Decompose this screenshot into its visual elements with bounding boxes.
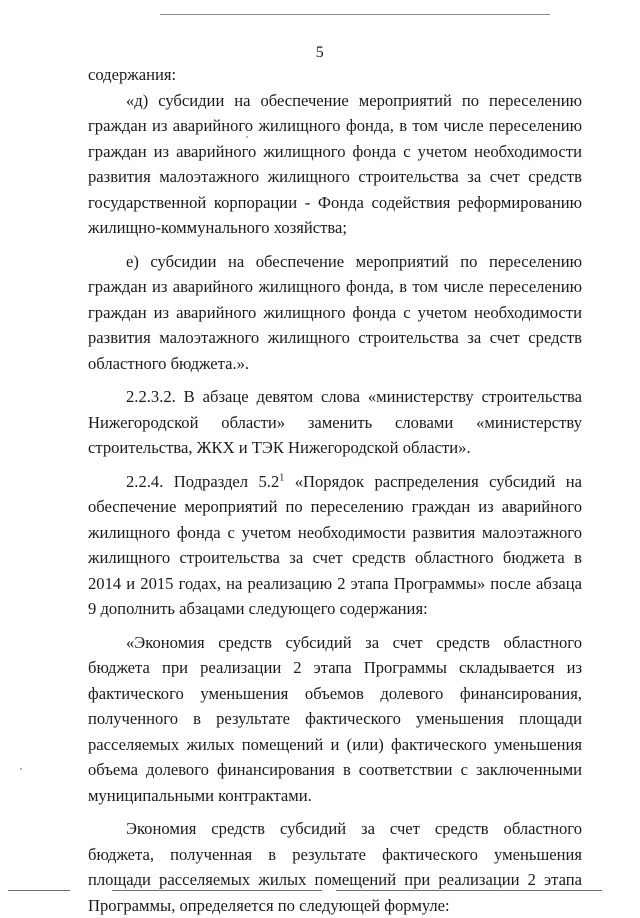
paragraph-subsidy-e: е) субсидии на обеспечение мероприятий по переселению граждан из аварийного жилищного фонда, в том числе переселению граждан из аварийного жилищного фонда с учетом необходимости развития малоэтажного жилищного строительства за счет средств областного бюджета.». xyxy=(88,251,582,373)
paragraph-continuation: содержания: xyxy=(88,65,177,84)
document-body xyxy=(88,62,582,918)
scan-speck xyxy=(246,136,248,138)
bottom-rule-mid xyxy=(112,890,322,891)
paragraph-subsidy-d: «д) субсидии на обеспечение мероприятий по переселению граждан из аварийного жилищного фонда, в том числе переселению граждан из аварийного жилищного фонда с учетом необходимости развития малоэтажного жилищного строительства за счет средств государственной корпорации - Фонда содействия реформированию жилищно-коммунального хозяйства; xyxy=(88,90,582,237)
scan-speck xyxy=(20,768,22,770)
top-rule xyxy=(160,14,550,15)
paragraph-2-2-3-2: 2.2.3.2. В абзаце девятом слова «министерству строительства Нижегородской области» заменить словами «министерству строительства, ЖКХ и ТЭК Нижегородской области». xyxy=(88,387,582,457)
paragraph-2-2-4-rest: «Порядок распределения субсидий на обеспечение мероприятий по переселению граждан из аварийного жилищного фонда с учетом необходимости развития малоэтажного жилищного строительства за счет средств областного бюджета в 2014 и 2015 годах, на реализацию 2 этапа Программы» после абзаца 9 дополнить абзацами следующего содержания: xyxy=(88,471,582,618)
paragraph-2-2-4 xyxy=(88,469,582,622)
paragraph-2-2-4-lead: 2.2.4. Подраздел 5.2 xyxy=(126,471,280,491)
bottom-rule-right xyxy=(336,890,602,891)
paragraph-economy-1: «Экономия средств субсидий за счет средств областного бюджета при реализации 2 этапа Программы складывается из фактического уменьшения объемов долевого финансирования, полученного в результате фактического уменьшения площади расселяемых жилых помещений и (или) фактического уменьшения объема долевого финансирования в соответствии с заключенными муниципальными контрактами. xyxy=(88,632,582,805)
superscript-index: 1 xyxy=(279,471,285,483)
paragraph-economy-2: Экономия средств субсидий за счет средств областного бюджета, полученная в результате фактического уменьшения площади расселяемых жилых помещений при реализации 2 этапа Программы, определяется по следующей формуле: xyxy=(88,819,582,915)
bottom-rule-left xyxy=(8,890,70,891)
page-number: 5 xyxy=(315,44,325,61)
